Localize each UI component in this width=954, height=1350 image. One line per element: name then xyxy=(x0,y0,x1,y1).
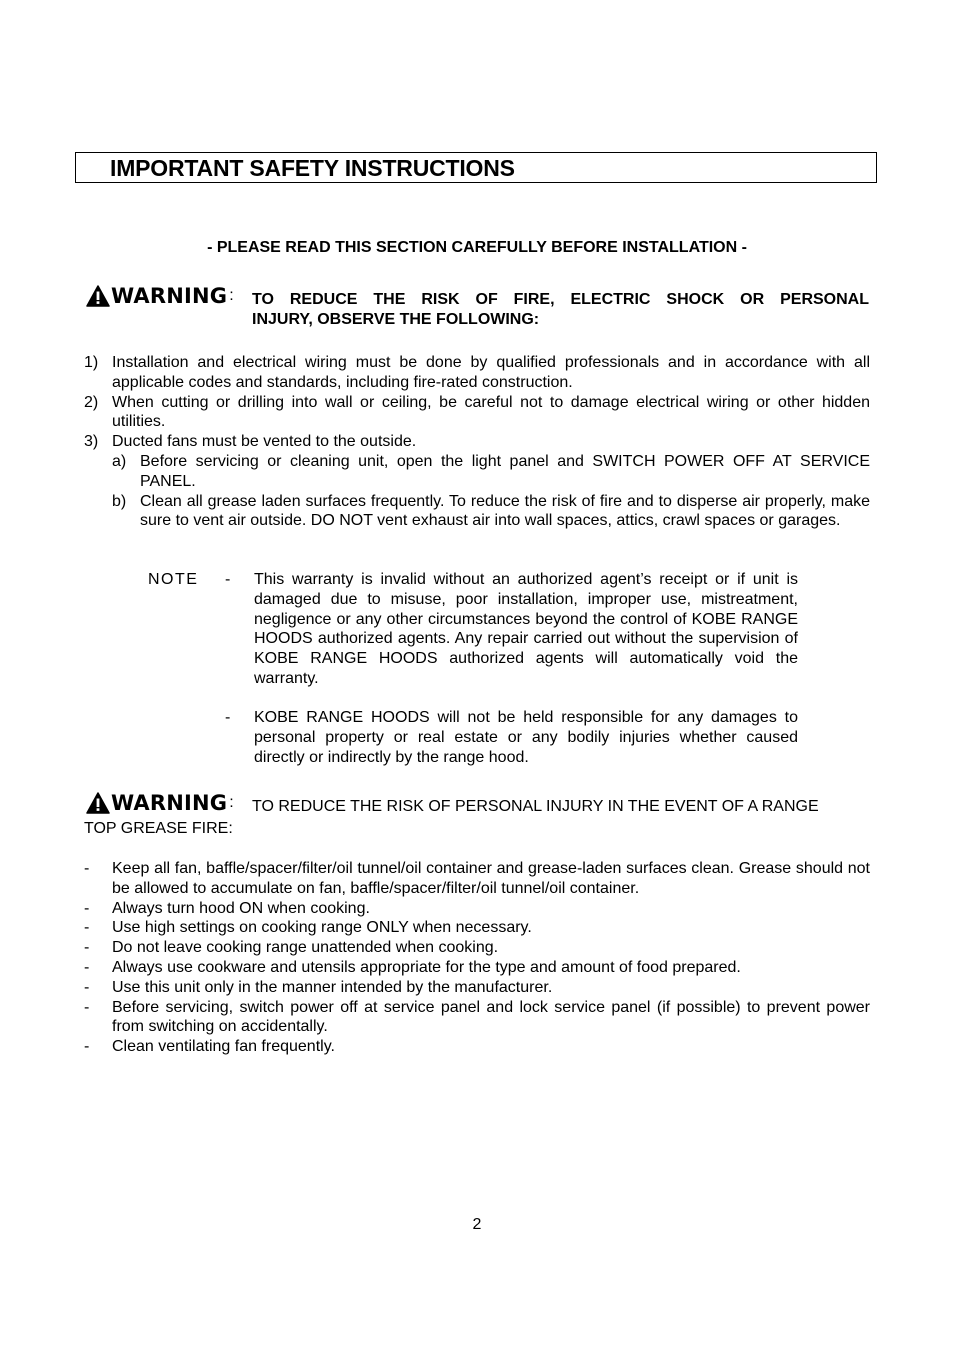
list-item xyxy=(84,938,870,958)
bullet-text: Clean ventilating fan frequently. xyxy=(112,1038,335,1056)
list-item xyxy=(84,353,870,393)
item-number: 3) xyxy=(84,433,99,451)
warning-1-line-1: TO REDUCE THE RISK OF FIRE, ELECTRIC SHOCK OR PERSONAL xyxy=(252,291,869,308)
bullet-text: Keep all fan, baffle/spacer/filter/oil tunnel/oil container and grease-laden surfaces clean. Grease should not be allowed to accumulate on fan, baffle/spacer/filter/oil tunnel/oil container. xyxy=(112,860,870,897)
subitem-letter: a) xyxy=(112,452,127,470)
bullet-mark: - xyxy=(84,998,90,1016)
warning-word: WARNING xyxy=(111,791,228,815)
note-paragraph-2: KOBE RANGE HOODS will not be held responsible for any damages to personal property or real estate or any bodily injuries whether caused directly or indirectly by the range hood. xyxy=(254,709,798,766)
item-number: 2) xyxy=(84,393,99,411)
list-item xyxy=(84,1037,870,1057)
note-paragraph-1: This warranty is invalid without an authorized agent’s receipt or if unit is damaged due to misuse, poor installation, improper use, mistreatment, negligence or any other circumstances beyond the control of KOBE RANGE HOODS authorized agents. Any repair carried out without the supervision of KOBE RANGE HOODS authorized agents will automatically void the warranty. xyxy=(254,571,798,687)
bullet-mark: - xyxy=(84,860,90,877)
warning-colon: : xyxy=(229,794,234,811)
warning-1-text xyxy=(252,290,869,330)
item-text: When cutting or drilling into wall or ceiling, be careful not to damage electrical wiring or other hidden utilities. xyxy=(112,393,870,431)
subitem-letter: b) xyxy=(112,492,127,510)
instruction-list xyxy=(84,353,870,531)
list-item xyxy=(84,998,870,1038)
item-text: Installation and electrical wiring must be done by qualified professionals and in accordance with all applicable codes and standards, including fire-rated construction. xyxy=(112,354,870,391)
warning-colon: : xyxy=(229,287,234,304)
title-box xyxy=(75,152,877,183)
list-item xyxy=(84,978,870,998)
warning-2-line-2: TOP GREASE FIRE: xyxy=(84,820,233,837)
bullet-text: Always turn hood ON when cooking. xyxy=(112,899,370,917)
list-item xyxy=(84,432,870,452)
subheading: - PLEASE READ THIS SECTION CAREFULLY BEFORE INSTALLATION - xyxy=(207,239,747,256)
item-number: 1) xyxy=(84,354,99,371)
bullet-mark: - xyxy=(84,899,90,917)
bullet-mark: - xyxy=(84,1038,90,1056)
bullet-text: Always use cookware and utensils appropriate for the type and amount of food prepared. xyxy=(112,958,741,976)
bullet-mark: - xyxy=(84,919,90,937)
warning-word: WARNING xyxy=(111,284,228,308)
page-number: 2 xyxy=(472,1216,482,1233)
warning-1-line-2: INJURY, OBSERVE THE FOLLOWING: xyxy=(252,310,540,328)
subitem-text: Before servicing or cleaning unit, open the light panel and SWITCH POWER OFF AT SERVICE PANEL. xyxy=(140,452,870,490)
note-label: NOTE xyxy=(148,571,199,588)
bullet-text: Use high settings on cooking range ONLY when necessary. xyxy=(112,919,532,937)
sub-list-item xyxy=(84,452,870,492)
bullet-mark: - xyxy=(84,939,90,957)
sub-list-item xyxy=(84,492,870,532)
warning-2-line-1: TO REDUCE THE RISK OF PERSONAL INJURY IN THE EVENT OF A RANGE xyxy=(252,798,819,815)
list-item xyxy=(84,918,870,938)
page-title: IMPORTANT SAFETY INSTRUCTIONS xyxy=(110,155,515,181)
warning-triangle-icon xyxy=(86,792,110,814)
list-item xyxy=(84,393,870,433)
subitem-text: Clean all grease laden surfaces frequently. To reduce the risk of fire and to disperse air properly, make sure to vent air outside. DO NOT vent exhaust air into wall spaces, attics, crawl spaces or garages. xyxy=(140,492,870,530)
list-item xyxy=(84,899,870,919)
bullet-mark: - xyxy=(84,978,90,996)
warning-label-1 xyxy=(86,285,234,307)
note-dash: - xyxy=(225,571,231,588)
item-text: Ducted fans must be vented to the outside. xyxy=(112,433,417,451)
list-item xyxy=(84,958,870,978)
bullet-text: Do not leave cooking range unattended when cooking. xyxy=(112,939,499,957)
bullet-mark: - xyxy=(84,958,90,976)
list-item xyxy=(84,859,870,899)
warning-triangle-icon xyxy=(86,285,110,307)
bullet-text: Before servicing, switch power off at service panel and lock service panel (if possible) to prevent power from switching on accidentally. xyxy=(112,998,870,1036)
precaution-list xyxy=(84,859,870,1057)
note-dash: - xyxy=(225,709,231,726)
warning-label-2 xyxy=(86,792,234,814)
bullet-text: Use this unit only in the manner intended by the manufacturer. xyxy=(112,978,553,996)
